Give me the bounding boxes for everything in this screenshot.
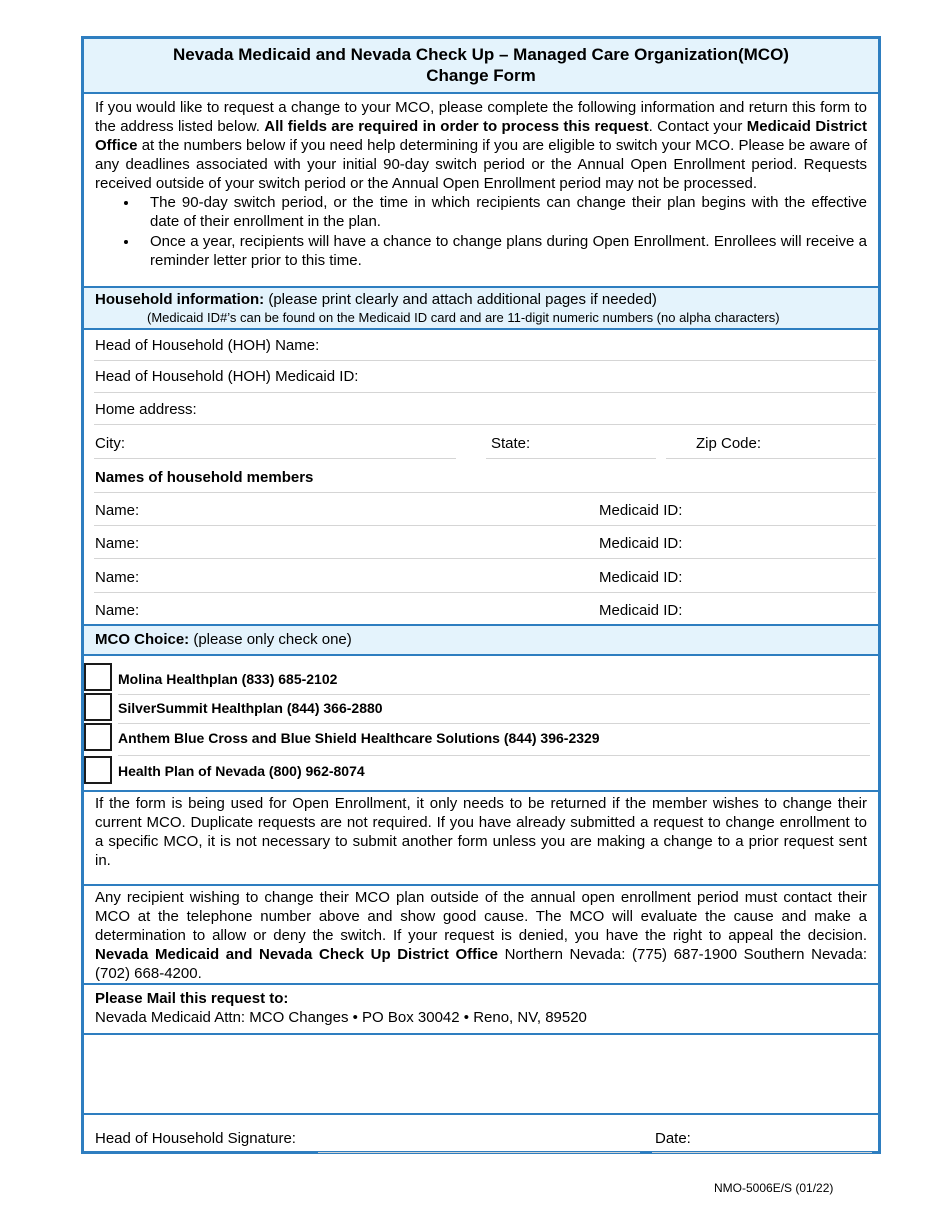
mco-choice-heading: MCO Choice:: [95, 631, 190, 648]
member-row-input[interactable]: [94, 592, 876, 593]
intro-bullets: [95, 193, 867, 270]
member-row-input[interactable]: [94, 525, 876, 526]
molina-option-label: Molina Healthplan (833) 685-2102: [118, 671, 338, 687]
intro-paragraph: If you would like to request a change to your MCO, please complete the following information and return this form to the address listed below. All fields are required in order to process this request. Contact your Medicaid District Office at the numbers below if you need help determining if you are eligible to switch your MCO. Please be aware of any deadlines associated with your initial 90-day switch period or the Annual Open Enrollment period. Requests received outside of your switch period or the Annual Open Enrollment period may not be processed.: [95, 99, 867, 192]
mco-choice-note: (please only check one): [189, 631, 352, 648]
signature-label: Head of Household Signature:: [95, 1130, 296, 1147]
form-title: [84, 39, 878, 94]
city-input[interactable]: [94, 458, 456, 459]
state-label: State:: [491, 435, 531, 452]
hoh-name-label: Head of Household (HOH) Name:: [95, 337, 320, 354]
household-heading-note: (please print clearly and attach additional pages if needed): [264, 291, 657, 308]
date-label: Date:: [655, 1130, 691, 1147]
molina-checkbox[interactable]: [84, 663, 112, 691]
divider: [118, 723, 870, 724]
open-enrollment-note: If the form is being used for Open Enrollment, it only needs to be returned if the member wishes to change their current MCO. Duplicate requests are not required. If you have already submitted a request to change enrollment to a specific MCO, it is not necessary to submit another form unless you are making a change to a prior request sent in.: [84, 792, 878, 886]
form-number: NMO-5006E/S (01/22): [714, 1181, 834, 1195]
blank-section: [84, 1035, 878, 1115]
member-id-label: Medicaid ID:: [599, 535, 683, 552]
signature-input[interactable]: [318, 1152, 640, 1153]
intro-section: [84, 94, 878, 288]
household-id-note: (Medicaid ID#’s can be found on the Medicaid ID card and are 11-digit numeric numbers (no alpha characters): [147, 310, 780, 325]
form-title-line1: Nevada Medicaid and Nevada Check Up – Managed Care Organization(MCO): [173, 45, 789, 64]
divider: [94, 492, 876, 493]
intro-bullet: • Once a year, recipients will have a chance to change plans during Open Enrollment. Enrollees will receive a reminder letter prior to this time.: [139, 232, 867, 270]
date-input[interactable]: [652, 1152, 872, 1153]
household-fields: [84, 330, 878, 626]
member-row-input[interactable]: [94, 558, 876, 559]
intro-bullet: • The 90-day switch period, or the time in which recipients can change their plan begins with the effective date of their enrollment in the plan.: [139, 193, 867, 231]
signature-section: [84, 1115, 878, 1151]
hoh-name-input[interactable]: [94, 360, 876, 361]
household-members-heading: Names of household members: [95, 469, 314, 486]
home-address-label: Home address:: [95, 401, 197, 418]
hoh-id-label: Head of Household (HOH) Medicaid ID:: [95, 368, 359, 385]
member-id-label: Medicaid ID:: [599, 602, 683, 619]
mco-choices: [84, 656, 878, 792]
member-name-label: Name:: [95, 502, 140, 519]
hpn-checkbox[interactable]: [84, 756, 112, 784]
divider: [118, 755, 870, 756]
zip-label: Zip Code:: [696, 435, 762, 452]
member-id-label: Medicaid ID:: [599, 569, 683, 586]
hoh-id-input[interactable]: [94, 392, 876, 393]
member-id-label: Medicaid ID:: [599, 502, 683, 519]
silversummit-checkbox[interactable]: [84, 693, 112, 721]
household-heading: Household information:: [95, 291, 265, 308]
anthem-option-label: Anthem Blue Cross and Blue Shield Healthcare Solutions (844) 396-2329: [118, 730, 600, 746]
household-header: [84, 288, 878, 330]
state-input[interactable]: [486, 458, 656, 459]
city-label: City:: [95, 435, 125, 452]
anthem-checkbox[interactable]: [84, 723, 112, 751]
member-name-label: Name:: [95, 535, 140, 552]
mail-section: [84, 985, 878, 1035]
member-name-label: Name:: [95, 569, 140, 586]
hpn-option-label: Health Plan of Nevada (800) 962-8074: [118, 763, 365, 779]
form-title-line2: Change Form: [426, 66, 536, 85]
good-cause-note: Any recipient wishing to change their MCO plan outside of the annual open enrollment period must contact their MCO at the telephone number above and show good cause. The MCO will evaluate the cause and make a determination to allow or deny the switch. If your request is denied, you have the right to appeal the decision. Nevada Medicaid and Nevada Check Up District Office Northern Nevada: (775) 687-1900 Southern Nevada: (702) 668-4200.: [84, 886, 878, 985]
zip-input[interactable]: [666, 458, 876, 459]
home-address-input[interactable]: [94, 424, 876, 425]
divider: [118, 694, 870, 695]
mail-heading: Please Mail this request to:: [95, 990, 289, 1007]
silversummit-option-label: SilverSummit Healthplan (844) 366-2880: [118, 700, 383, 716]
mco-choice-header: [84, 626, 878, 656]
mail-address: Nevada Medicaid Attn: MCO Changes • PO Box 30042 • Reno, NV, 89520: [95, 1009, 587, 1026]
member-name-label: Name:: [95, 602, 140, 619]
mco-change-form: [81, 36, 881, 1154]
